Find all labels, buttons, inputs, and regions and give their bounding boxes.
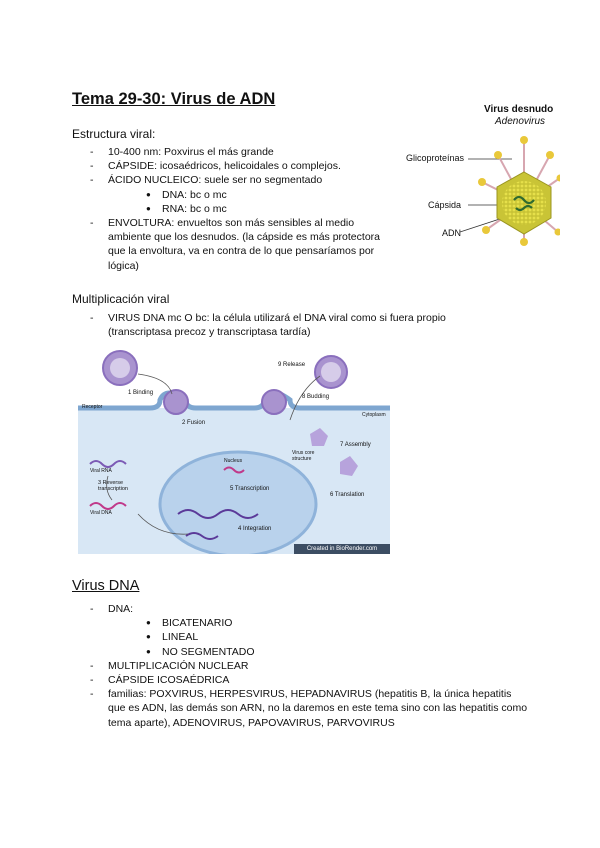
figure-subtitle: Adenovirus: [495, 116, 546, 127]
adenovirus-illustration: [400, 100, 560, 250]
label-glycoproteins: Glicoproteínas: [406, 153, 465, 163]
label-receptor: Receptor: [82, 404, 103, 410]
label-viral-dna: Viral DNA: [90, 510, 112, 516]
section-heading-multiplication: Multiplicación viral: [72, 292, 170, 306]
list-item: - ENVOLTURA: envueltos son más sensibles al medio ambiente que los desnudos. (la cápside es más protectora que la envoltura, va en contra de lo que pensaríamos por lógica): [90, 216, 390, 273]
adenovirus-figure: [400, 100, 560, 250]
label-dna: ADN: [442, 228, 462, 238]
list-subitem: ● DNA: bc o mc: [146, 188, 390, 202]
list-item: - CÁPSIDE: icosaédricos, helicoidales o complejos.: [90, 159, 390, 173]
section-heading-structure: Estructura viral:: [72, 127, 156, 141]
step-2: 2 Fusion: [182, 420, 206, 426]
figure-title: Virus desnudo: [484, 104, 554, 115]
credit-badge: Created in BioRender.com: [294, 544, 390, 554]
section-heading-virus-dna: Virus DNA: [72, 578, 140, 594]
replication-cycle-figure: [78, 346, 390, 554]
virus-dna-list: [90, 602, 530, 730]
list-item: - MULTIPLICACIÓN NUCLEAR: [90, 659, 530, 673]
list-item: - DNA: ● BICATENARIO ● LINEAL ● NO SEGMENTADO: [90, 602, 530, 659]
step-5: 5 Transcription: [230, 486, 270, 492]
step-8: 8 Budding: [302, 394, 330, 400]
label-nucleus: Nucleus: [224, 458, 243, 464]
label-viral-rna: Viral RNA: [90, 468, 112, 474]
list-subitem: ● BICATENARIO: [146, 616, 530, 630]
list-subitem: ● RNA: bc o mc: [146, 202, 390, 216]
step-9: 9 Release: [278, 362, 306, 368]
list-item: - CÁPSIDE ICOSAÉDRICA: [90, 673, 530, 687]
step-3: 3 Reverse transcription: [98, 480, 128, 492]
list-item: - 10-400 nm: Poxvirus el más grande: [90, 145, 390, 159]
step-4: 4 Integration: [238, 526, 272, 532]
list-item: - VIRUS DNA mc O bc: la célula utilizará el DNA viral como si fuera propio (transcriptasa precoz y transcriptasa tardía): [90, 311, 510, 339]
list-item: - ÁCIDO NUCLEICO: suele ser no segmentado ● DNA: bc o mc ● RNA: bc o mc: [90, 173, 390, 216]
list-subitem: ● LINEAL: [146, 630, 530, 644]
step-1: 1 Binding: [128, 390, 154, 396]
label-cytoplasm: Cytoplasm: [362, 412, 386, 418]
list-subitem: ● NO SEGMENTADO: [146, 645, 530, 659]
page-title: Tema 29-30: Virus de ADN: [72, 90, 276, 108]
label-capsid: Cápsida: [428, 200, 462, 210]
structure-list: [90, 145, 390, 273]
list-item: - familias: POXVIRUS, HERPESVIRUS, HEPADNAVIRUS (hepatitis B, la única hepatitis que es ADN, las demás son ARN, no la daremos en este tema sino con las hepatitis como tema aparte), ADENOVIRUS, PAPOVAVIRUS, PARVOVIRUS: [90, 687, 530, 730]
multiplication-list: [90, 311, 510, 339]
label-virus-core: Virus core structure: [292, 450, 315, 462]
step-6: 6 Translation: [330, 492, 365, 498]
replication-cycle-diagram: [78, 346, 390, 554]
step-7: 7 Assembly: [340, 442, 371, 448]
